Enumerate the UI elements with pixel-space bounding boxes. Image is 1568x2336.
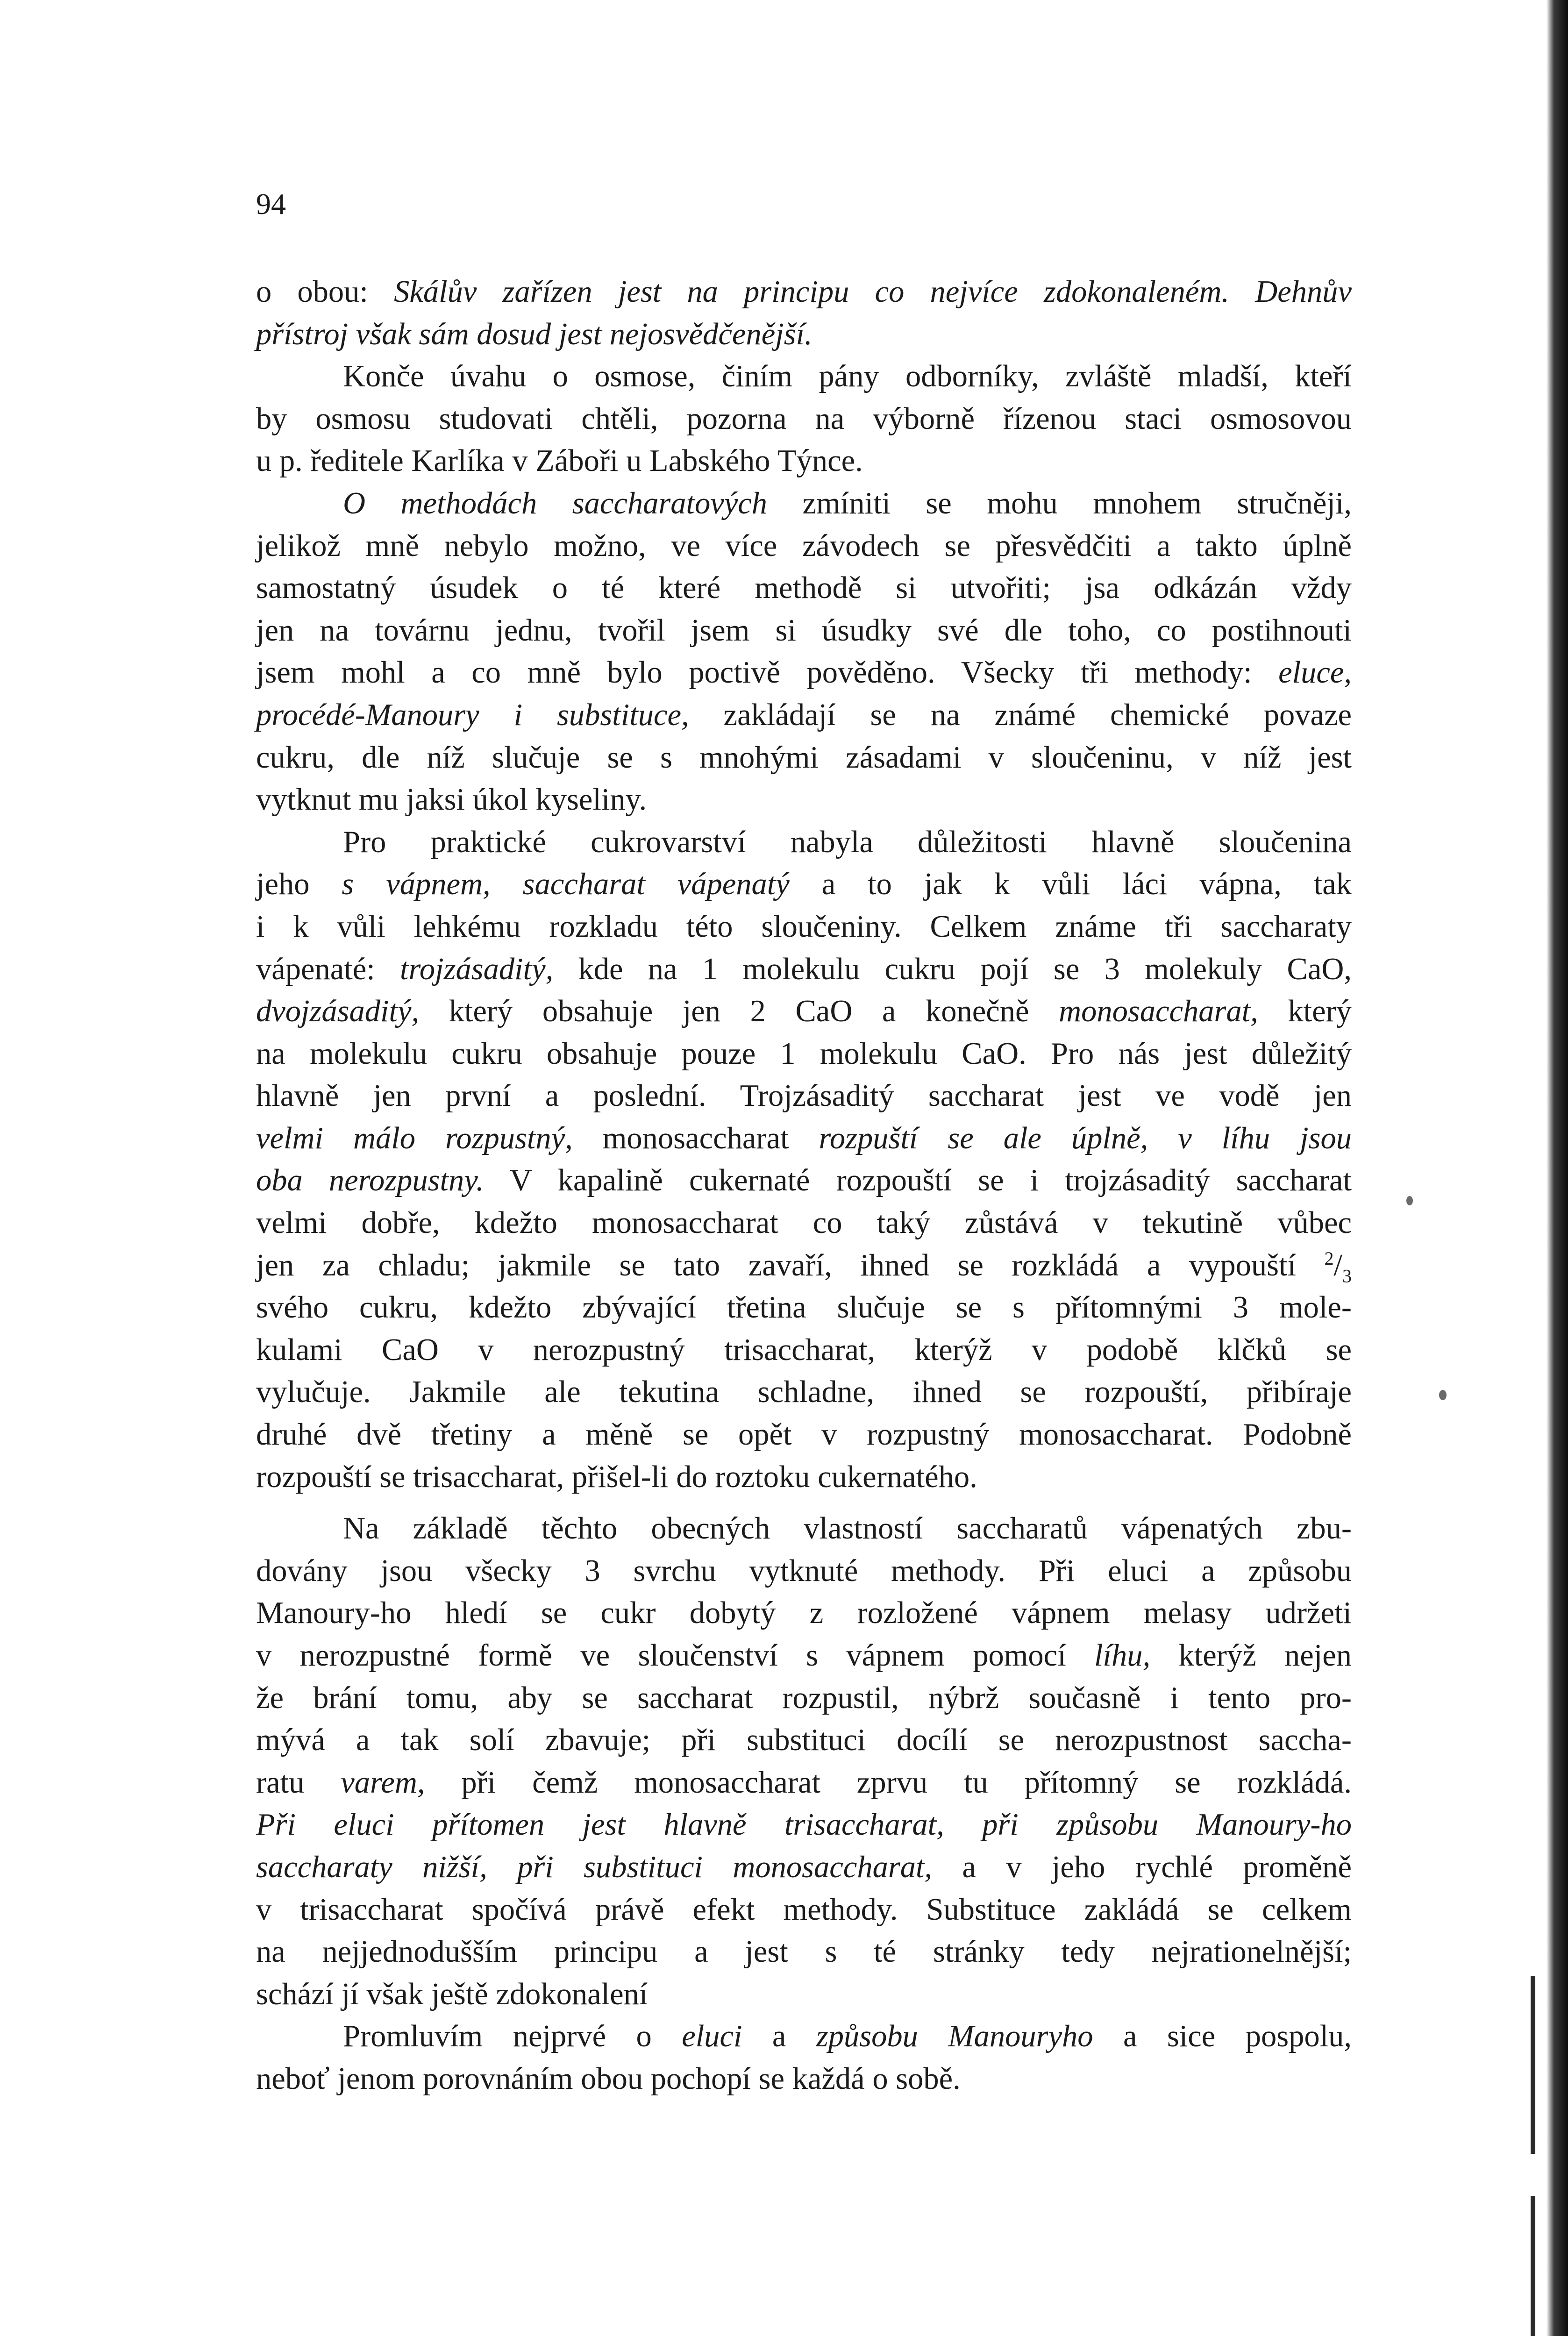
italic-text: eluce,: [1278, 655, 1352, 690]
text-line: [256, 483, 1352, 525]
text-line: [256, 1508, 1352, 1550]
text-run: v nerozpustné formě ve sloučenství s vápnem pomocí: [256, 1638, 1095, 1673]
italic-text: velmi málo rozpustný,: [256, 1121, 573, 1155]
text-line: [256, 1287, 1352, 1329]
text-line: [256, 1202, 1352, 1245]
italic-text: varem,: [341, 1765, 425, 1800]
italic-text: přístroj však sám dosud jest nejosvědčenější.: [256, 317, 813, 351]
text-run: druhé dvě třetiny a měně se opět v rozpustný monosaccharat. Podobně: [256, 1417, 1352, 1452]
text-line: [256, 821, 1352, 864]
text-run: jeho: [256, 867, 342, 902]
text-run: 2: [1324, 1247, 1334, 1269]
text-run: zakládají se na známé chemické povaze: [689, 698, 1352, 732]
text-line: [256, 1033, 1352, 1075]
text-run: V kapalině cukernaté rozpouští se i trojzásaditý saccharat: [484, 1163, 1352, 1198]
text-run: vytknut mu jaksi úkol kyseliny.: [256, 783, 647, 817]
italic-text: rozpuští se ale úplně, v líhu jsou: [819, 1121, 1352, 1155]
text-run: a v jeho rychlé proměně: [932, 1850, 1352, 1884]
text-run: u p. ředitele Karlíka v Záboři u Labského Týnce.: [256, 444, 863, 478]
scan-page-edge: [1547, 0, 1568, 2336]
text-line: [256, 1160, 1352, 1202]
text-run: a sice pospolu,: [1093, 2019, 1352, 2054]
text-run: 3: [1342, 1265, 1352, 1286]
text-run: jen na továrnu jednu, tvořil jsem si úsudky své dle toho, co postihnouti: [256, 613, 1352, 648]
page-number: 94: [256, 187, 286, 221]
italic-text: procédé-Manoury i substituce,: [256, 698, 689, 732]
text-line: [256, 2058, 1352, 2101]
text-run: mývá a tak solí zbavuje; při substituci docílí se nerozpustnost saccha-: [256, 1723, 1352, 1758]
text-line: [256, 398, 1352, 441]
text-run: vylučuje. Jakmile ale tekutina schladne, ihned se rozpouští, přibíraje: [256, 1375, 1352, 1410]
text-line: [256, 1762, 1352, 1804]
text-run: neboť jenom porovnáním obou pochopí se každá o sobě.: [256, 2061, 961, 2096]
text-run: kulami CaO v nerozpustný trisaccharat, kterýž v podobě klčků se: [256, 1332, 1352, 1367]
italic-text: trojzásaditý,: [400, 952, 554, 986]
text-run: by osmosu studovati chtěli, pozorna na výborně řízenou staci osmosovou: [256, 401, 1352, 436]
text-line: [256, 1846, 1352, 1889]
text-line: [256, 1635, 1352, 1677]
text-line: [256, 356, 1352, 398]
text-run: rozpouští se trisaccharat, přišel-li do roztoku cukernatého.: [256, 1460, 977, 1494]
text-line: [256, 525, 1352, 568]
text-line: [256, 1719, 1352, 1762]
text-line: [256, 863, 1352, 906]
text-run: zmíniti se mohu mnohem stručněji,: [767, 486, 1352, 520]
text-run: vápenaté:: [256, 952, 400, 986]
italic-text: způsobu Manouryho: [816, 2019, 1093, 2054]
text-line: [256, 1677, 1352, 1720]
text-line: [256, 440, 1352, 483]
text-run: o obou:: [256, 275, 394, 309]
text-run: a: [742, 2019, 816, 2054]
scan-edge-mark: [1531, 2196, 1535, 2336]
text-run: na molekulu cukru obsahuje pouze 1 molekulu CaO. Pro nás jest důležitý: [256, 1036, 1352, 1071]
body-text: [256, 271, 1352, 2101]
text-run: který obsahuje jen 2 CaO a konečně: [419, 994, 1059, 1029]
text-line: [256, 1329, 1352, 1372]
text-line: [256, 1414, 1352, 1456]
text-line: [256, 1592, 1352, 1635]
text-run: ratu: [256, 1765, 341, 1800]
text-run: jelikož mně nebylo možno, ve více závodech se přesvědčiti a takto úplně: [256, 528, 1352, 563]
text-run: jsem mohl a co mně bylo poctivě pověděno. Všecky tři methody:: [256, 655, 1279, 690]
italic-text: líhu,: [1094, 1638, 1151, 1673]
text-run: na nejjednodušším principu a jest s té stránky tedy nejrationelnější;: [256, 1935, 1352, 1969]
text-run: /: [1333, 1248, 1342, 1282]
text-run: svého cukru, kdežto zbývající třetina slučuje se s přítomnými 3 mole-: [256, 1290, 1352, 1325]
text-run: při čemž monosaccharat zprvu tu přítomný se rozkládá.: [425, 1765, 1352, 1800]
text-run: schází jí však ještě zdokonalení: [256, 1977, 648, 2011]
text-run: že brání tomu, aby se saccharat rozpustil, nýbrž současně i tento pro-: [256, 1681, 1352, 1715]
text-line: [256, 1931, 1352, 1973]
italic-text: monosaccharat,: [1059, 994, 1258, 1029]
italic-text: O methodách saccharatových: [343, 486, 768, 520]
text-run: v trisaccharat spočívá právě efekt methody. Substituce zakládá se celkem: [256, 1892, 1352, 1927]
text-line: [256, 1118, 1352, 1160]
text-run: jen za chladu; jakmile se tato zavaří, ihned se rozkládá a vypouští: [256, 1248, 1325, 1282]
text-line: [256, 779, 1352, 821]
text-line: [256, 1075, 1352, 1118]
text-line: [256, 906, 1352, 948]
text-line: [256, 737, 1352, 779]
text-line: [256, 1889, 1352, 1931]
text-run: hlavně jen první a poslední. Trojzásaditý saccharat jest ve vodě jen: [256, 1079, 1352, 1113]
text-line: [256, 1550, 1352, 1593]
scan-speck: [1439, 1390, 1447, 1400]
text-line: [256, 652, 1352, 694]
text-line: [256, 1371, 1352, 1414]
italic-text: dvojzásaditý,: [256, 994, 420, 1029]
text-line: [256, 990, 1352, 1033]
text-line: [256, 313, 1352, 356]
text-line: [256, 1456, 1352, 1499]
text-line: [256, 1804, 1352, 1846]
scan-speck: [1406, 1196, 1413, 1205]
text-line: [256, 1973, 1352, 2016]
text-line: [256, 2016, 1352, 2058]
text-line: [256, 271, 1352, 313]
text-run: Konče úvahu o osmose, činím pány odborníky, zvláště mladší, kteří: [343, 359, 1352, 394]
scan-edge-mark: [1531, 1976, 1535, 2154]
text-run: i k vůli lehkému rozkladu této sloučeniny. Celkem známe tři saccharaty: [256, 909, 1352, 944]
italic-text: Skálův zařízen jest na principu co nejvíce zdokonaleném. Dehnův: [394, 275, 1352, 309]
text-run: kde na 1 molekulu cukru pojí se 3 molekuly CaO,: [553, 952, 1352, 986]
text-run: monosaccharat: [572, 1121, 819, 1155]
text-line: [256, 1245, 1352, 1287]
text-run: a to jak k vůli láci vápna, tak: [789, 867, 1352, 902]
italic-text: saccharaty nižší, při substituci monosaccharat,: [256, 1850, 933, 1884]
text-line: [256, 694, 1352, 737]
italic-text: Při eluci přítomen jest hlavně trisaccharat, při způsobu Manoury-ho: [256, 1808, 1352, 1842]
text-run: který: [1258, 994, 1352, 1029]
text-run: velmi dobře, kdežto monosaccharat co taký zůstává v tekutině vůbec: [256, 1206, 1352, 1240]
text-run: dovány jsou všecky 3 svrchu vytknuté methody. Při eluci a způsobu: [256, 1553, 1352, 1588]
text-line: [256, 948, 1352, 991]
text-run: Pro praktické cukrovarství nabyla důležitosti hlavně sloučenina: [343, 825, 1352, 859]
italic-text: s vápnem, saccharat vápenatý: [342, 867, 790, 902]
text-line: [256, 567, 1352, 610]
text-run: Promluvím nejprvé o: [343, 2019, 682, 2054]
text-run: cukru, dle níž slučuje se s mnohými zásadami v sloučeninu, v níž jest: [256, 740, 1352, 775]
text-line: [256, 610, 1352, 652]
italic-text: oba nerozpustny.: [256, 1163, 484, 1198]
text-run: Manoury-ho hledí se cukr dobytý z rozložené vápnem melasy udržeti: [256, 1596, 1352, 1631]
text-run: samostatný úsudek o té které methodě si utvořiti; jsa odkázán vždy: [256, 571, 1352, 605]
text-run: kterýž nejen: [1150, 1638, 1352, 1673]
italic-text: eluci: [682, 2019, 742, 2054]
text-run: Na základě těchto obecných vlastností saccharatů vápenatých zbu-: [343, 1511, 1352, 1546]
